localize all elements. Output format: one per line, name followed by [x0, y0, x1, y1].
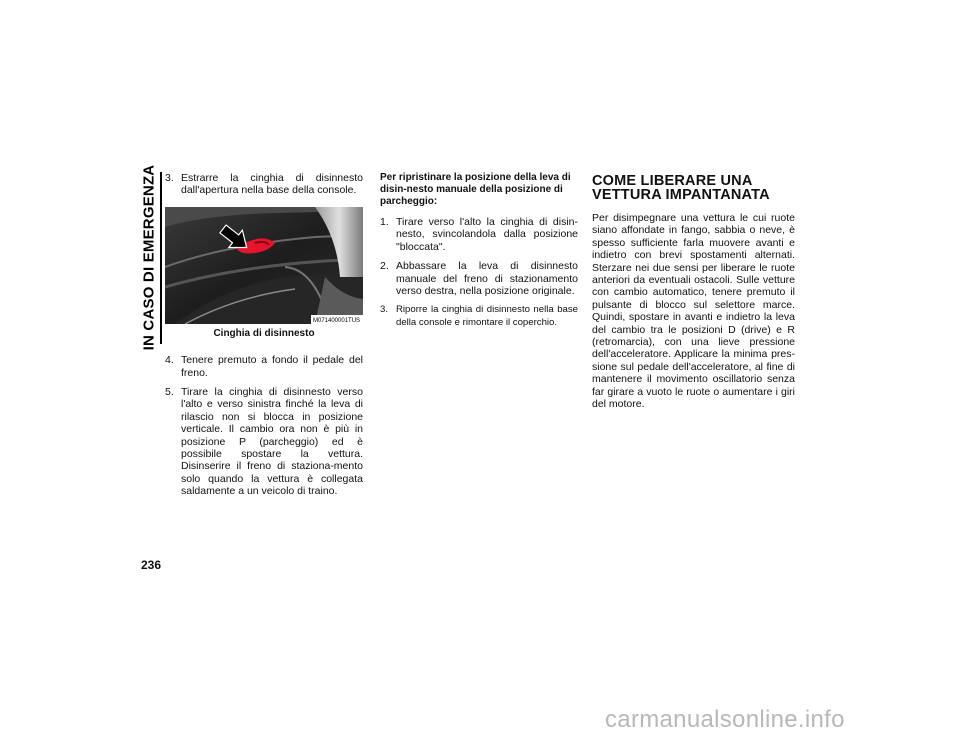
step-text: Tirare la cinghia di disinnesto verso l'alto e verso sinistra finché la leva di rilascio non si blocca in posizione verticale. Il cambio ora non è più in posizione P (parcheggio) ed è possibile spostare la vettura. Disinserire il freno di staziona-mento solo quando la vettura è collegata saldamente a un veicolo di traino.	[181, 386, 363, 498]
release-strap-figure	[165, 207, 363, 340]
step-5	[165, 386, 363, 498]
left-column	[165, 172, 363, 505]
step-number: 5.	[165, 386, 174, 399]
step-number: 3.	[165, 172, 174, 184]
restore-subheading: Per ripristinare la posizione della leva di disin-nesto manuale della posizione di parcheggio:	[380, 172, 571, 207]
restore-step-1	[380, 216, 578, 253]
page-number: 236	[141, 558, 162, 572]
chapter-rule	[160, 172, 162, 344]
step-number: 3.	[380, 304, 389, 316]
figure-caption: Cinghia di disinnesto	[213, 327, 315, 339]
step-number: 4.	[165, 354, 174, 367]
step-4	[165, 354, 363, 379]
release-strap-photo	[165, 207, 363, 324]
figure-code: M071400001TUS	[313, 317, 361, 324]
step-text: Estrarre la cinghia di disinnesto dall'apertura nella base della console.	[181, 172, 363, 197]
chapter-title: IN CASO DI EMERGENZA	[140, 164, 158, 350]
right-column	[592, 172, 795, 411]
section-title-line-2: VETTURA IMPANTANATA	[592, 187, 770, 203]
step-3	[165, 172, 363, 197]
section-paragraph: Per disimpegnare una vettura le cui ruote siano affondate in fango, sabbia o neve, è spesso sufficiente farla muovere avanti e indietro con brevi spostamenti alternati. Sterzare nei due sensi per liberare le ruote anteriori da eventuali ostacoli. Sulle vetture con cambio automatico, tenere premuto il pulsante di blocco sul selettore marce. Quindi, spostare in avanti e indietro la leva del cambio tra le posizioni D (drive) e R (retromarcia), con una lieve pressione dell'acceleratore. Applicare la minima pres-sione sul pedale dell'acceleratore, al fine di mantenere il movimento oscillatorio senza far girare a vuoto le ruote o aumentare i giri del motore.	[592, 212, 795, 411]
step-number: 2.	[380, 260, 389, 273]
section-title	[592, 174, 795, 202]
restore-step-3	[380, 304, 578, 329]
watermark: carmanualsonline.info	[605, 706, 845, 733]
chapter-tab	[140, 164, 158, 350]
step-text: Riporre la cinghia di disinnesto nella base della console e rimontare il coperchio.	[396, 304, 578, 328]
step-text: Abbassare la leva di disinnesto manuale del freno di stazionamento verso destra, nella posizione originale.	[396, 260, 578, 298]
middle-column	[380, 172, 578, 336]
step-text: Tirare verso l'alto la cinghia di disin-nesto, svincolandola dalla posizione "bloccata".	[396, 216, 578, 253]
restore-step-2	[380, 260, 578, 297]
step-number: 1.	[380, 216, 389, 228]
step-text: Tenere premuto a fondo il pedale del freno.	[181, 354, 363, 379]
section-title-line-1: COME LIBERARE UNA	[592, 173, 753, 189]
